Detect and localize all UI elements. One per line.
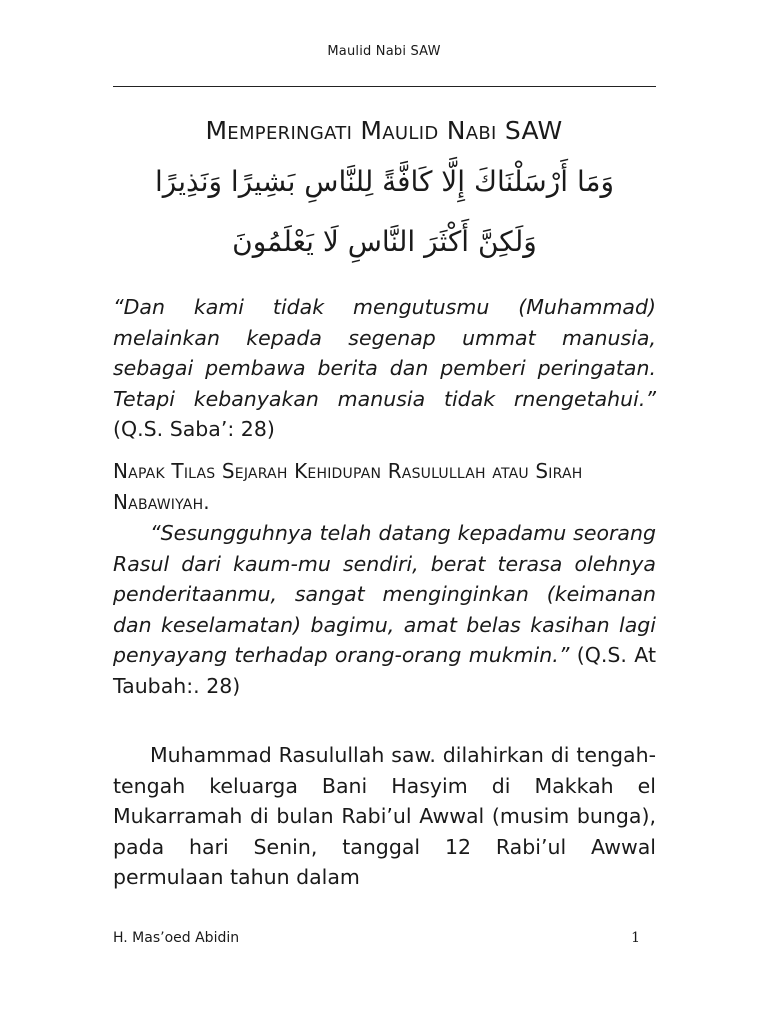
body-paragraph: Muhammad Rasulullah saw. dilahirkan di tengah-tengah keluarga Bani Hasyim di Makkah el Mukarramah di bulan Rabi’ul Awwal (musim bunga), pada hari Senin, tanggal 12 Rabi’ul Awwal permulaan tahun dalam [113,743,656,889]
page-title: Memperingati Maulid Nabi SAW [205,116,563,145]
arabic-verse-line-1: وَمَا أَرْسَلْنَاكَ إِلَّا كَافَّةً لِلنَّاسِ بَشِيرًا وَنَذِيرًا [155,165,614,198]
quote-2-reference: (Q.S. At Taubah:. 28) [113,643,656,698]
quote-translation-2 [113,518,656,701]
quote-2-text: “Sesungguhnya telah datang kepadamu seorang Rasul dari kaum-mu sendiri, berat terasa olehnya penderitaanmu, sangat menginginkan (keimanan dan keselamatan) bagimu, amat belas kasihan lagi penyayang terhadap orang-orang mukmin.” [113,521,656,667]
quote-1-text: “Dan kami tidak mengutusmu (Muhammad) melainkan kepada segenap ummat manusia, sebagai pembawa berita dan pemberi peringatan. Tetapi kebanyakan manusia tidak rnengetahui.” [113,295,656,411]
quote-translation-1 [113,292,656,445]
quote-1-reference: (Q.S. Saba’: 28) [113,417,275,441]
page-number: 1 [631,930,640,946]
footer-author: H. Mas’oed Abidin [113,930,240,946]
header-divider [113,86,656,87]
running-header: Maulid Nabi SAW [327,44,441,59]
section-heading: Napak Tilas Sejarah Kehidupan Rasulullah atau Sirah Nabawiyah. [113,459,583,514]
arabic-verse-line-2: وَلَكِنَّ أَكْثَرَ النَّاسِ لَا يَعْلَمُونَ [232,225,537,258]
